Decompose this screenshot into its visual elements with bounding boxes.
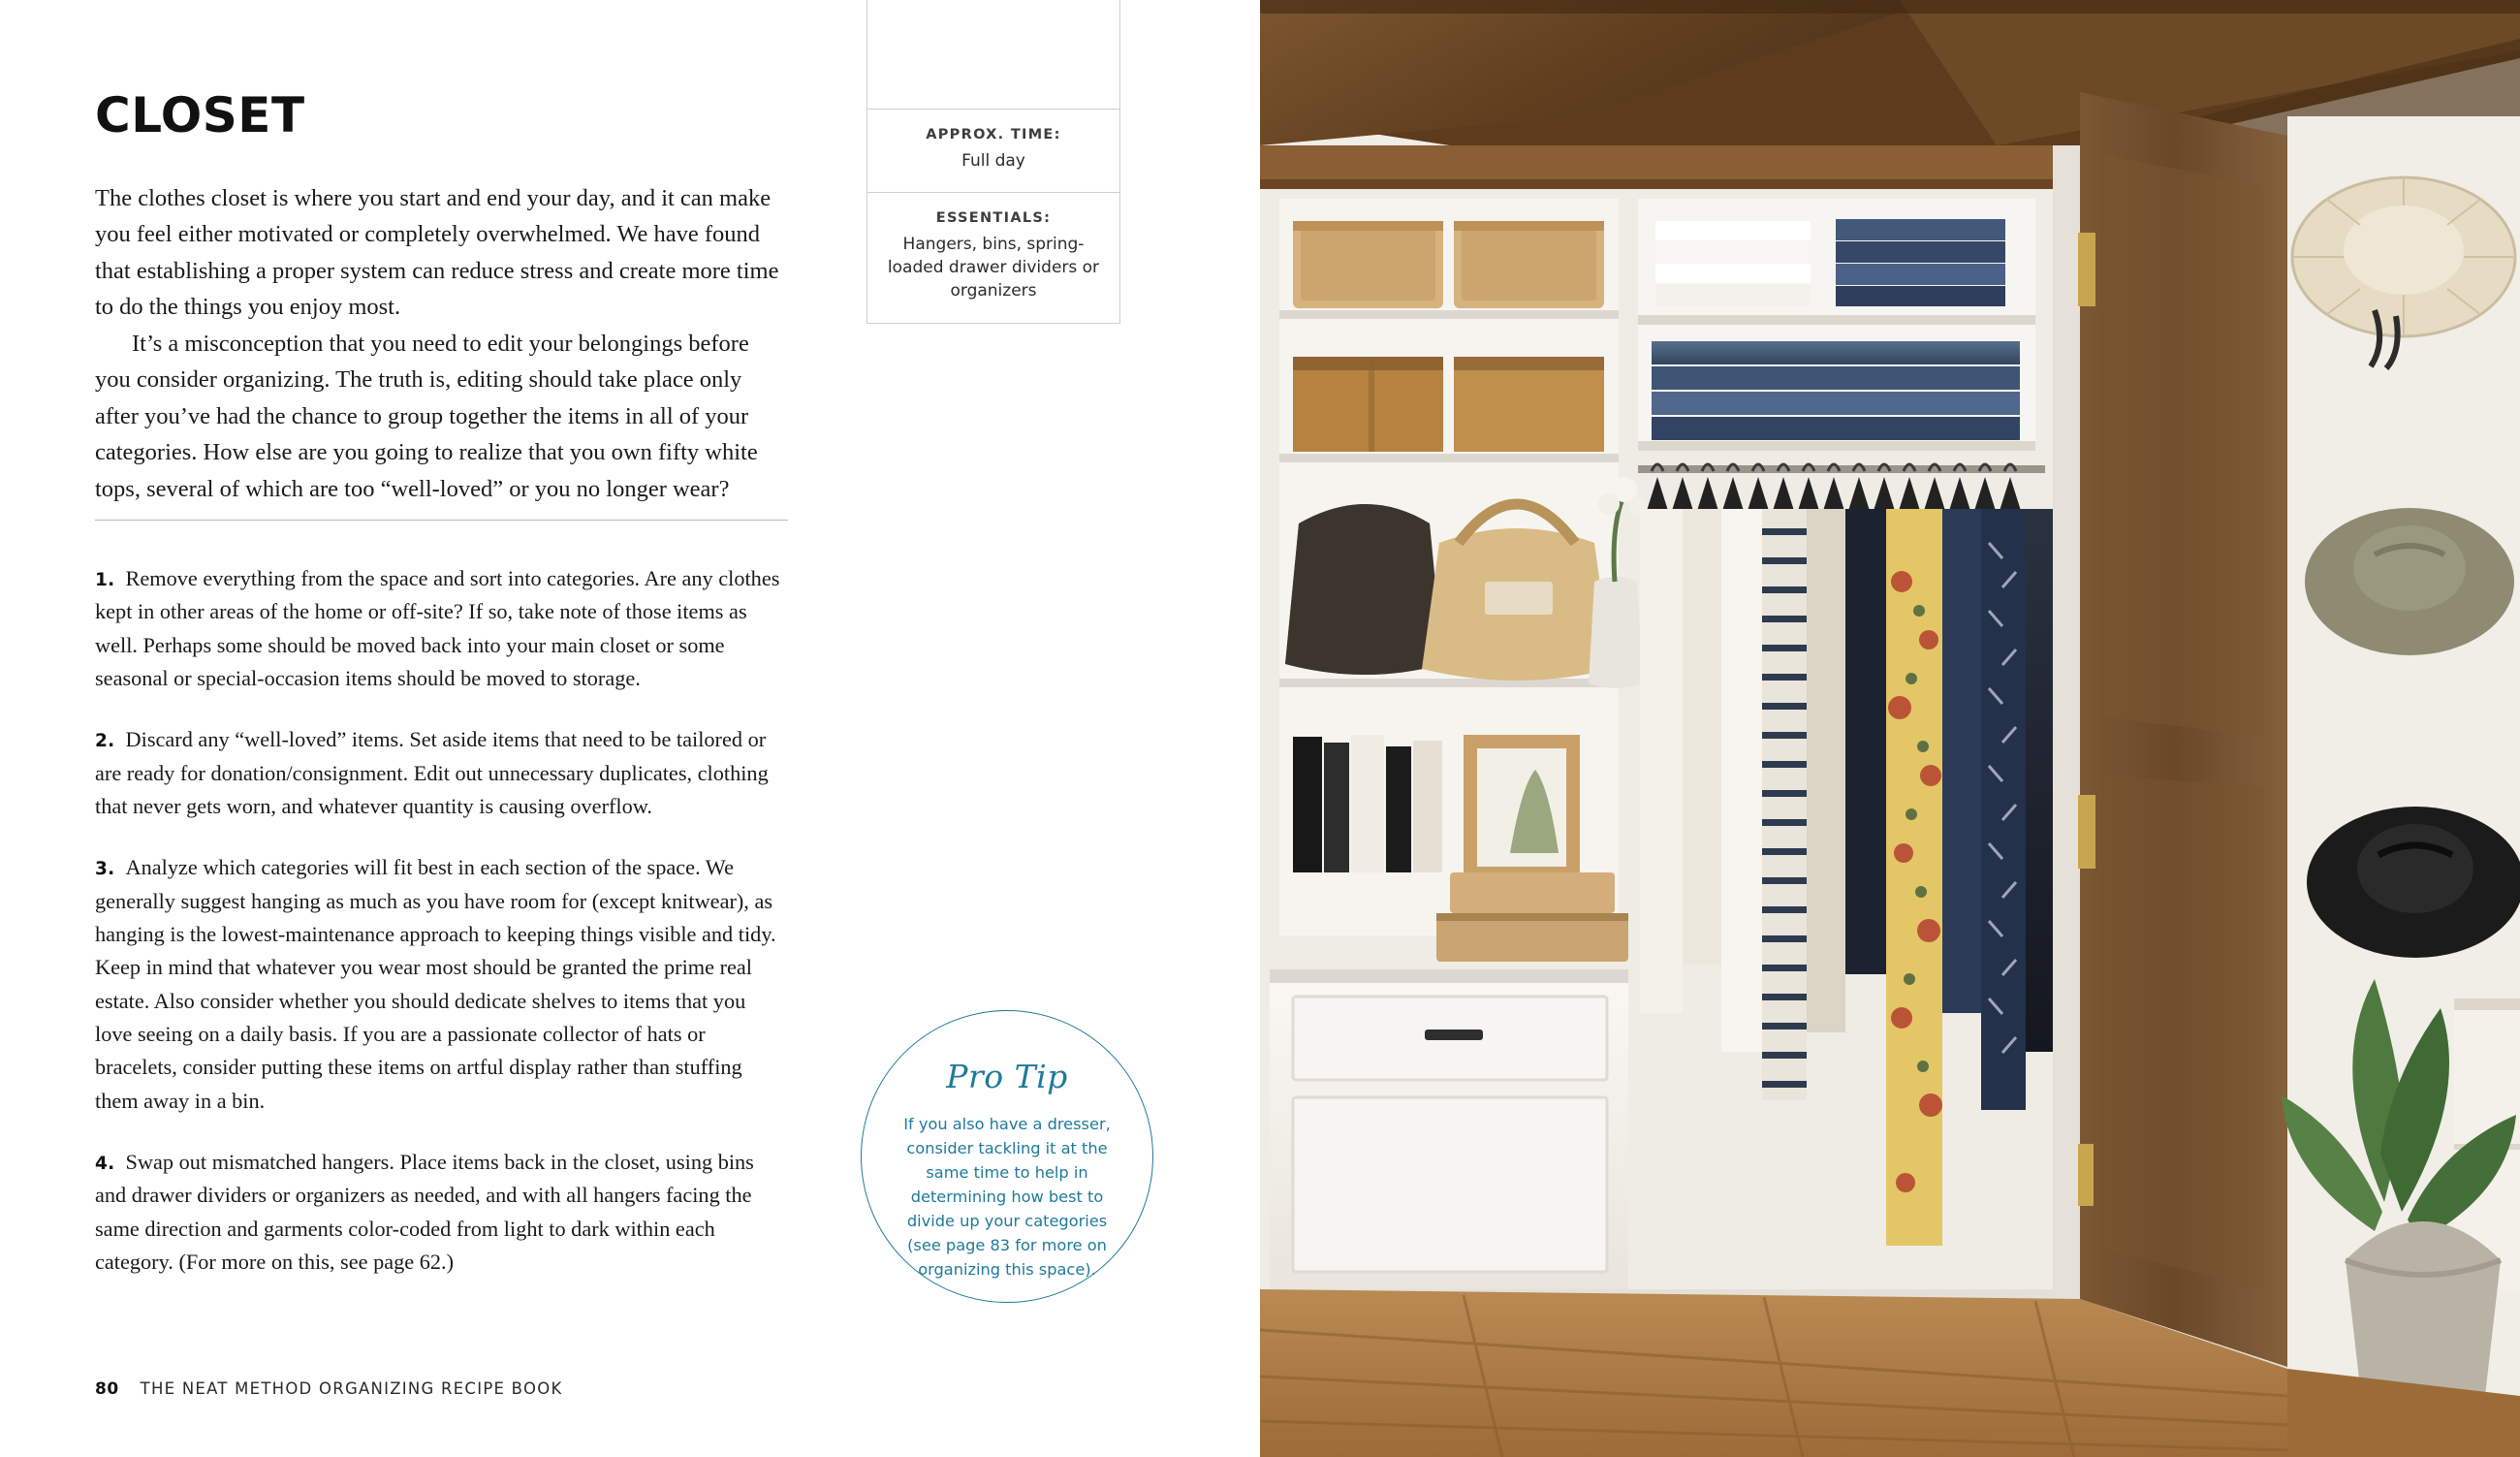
list-item: [95, 851, 788, 1118]
essentials-cell: [867, 192, 1119, 322]
list-item: [95, 1146, 788, 1279]
step-number: 4.: [95, 1153, 115, 1174]
intro-paragraphs: [95, 180, 788, 507]
footer-book-title: THE NEAT METHOD ORGANIZING RECIPE BOOK: [140, 1379, 563, 1398]
info-box-blank-cell: [867, 0, 1119, 109]
step-number: 2.: [95, 731, 115, 752]
steps-list: [95, 562, 788, 1307]
page-number: 80: [95, 1379, 119, 1399]
intro-paragraph-1: The clothes closet is where you start and end your day, and it can make you feel either motivated or completely overwhelmed. We have found that establishing a proper system can reduce stress and create more time to do the things you enjoy most.: [95, 185, 779, 321]
page-title: CLOSET: [95, 87, 305, 143]
approx-time-cell: [867, 109, 1119, 192]
list-item: [95, 723, 788, 823]
section-divider: [95, 520, 788, 521]
step-number: 3.: [95, 859, 115, 880]
closet-photograph: [1260, 0, 2520, 1457]
step-number: 1.: [95, 570, 115, 590]
left-page-text-column: [95, 87, 788, 507]
step-text: Analyze which categories will fit best in each section of the space. We generally suggest hanging as much as you have room for (except knitwear), as hanging is the lowest-maintenance approach to keeping things visible and tidy. Keep in mind that whatever you wear most should be granted the prime real estate. Also consider whether you should dedicate shelves to items that you love seeing on a daily basis. If you are a passionate collector of hats or bracelets, consider putting these items on artful display rather than stuffing them away in a bin.: [95, 855, 776, 1113]
approx-time-label: APPROX. TIME:: [926, 127, 1061, 143]
page-footer: [95, 1379, 563, 1399]
pro-tip-title: Pro Tip: [946, 1058, 1068, 1095]
step-text: Discard any “well-loved” items. Set aside items that need to be tailored or are ready for donation/consignment. Edit out unnecessary duplicates, clothing that never gets worn, and whatever quantity is causing overflow.: [95, 727, 769, 818]
essentials-value: Hangers, bins, spring-loaded drawer dividers or organizers: [887, 235, 1100, 301]
list-item: [95, 562, 788, 695]
intro-paragraph-2: It’s a misconception that you need to edit your belongings before you consider organizing. The truth is, editing should take place only after you’ve had the chance to group together the items in all of your categories. How else are you going to realize that you own fifty white tops, several of which are too “well-loved” or you no longer wear?: [95, 330, 758, 502]
recipe-info-box: [866, 0, 1120, 324]
approx-time-value: Full day: [961, 151, 1025, 171]
pro-tip-callout: [861, 1010, 1153, 1303]
essentials-label: ESSENTIALS:: [935, 210, 1052, 227]
pro-tip-body: If you also have a dresser, consider tackling it at the same time to help in determining how best to divide up your categories (see page 83 for more on organizing this space).: [903, 1115, 1111, 1279]
step-text: Swap out mismatched hangers. Place items back in the closet, using bins and drawer dividers or organizers as needed, and with all hangers facing the same direction and garments color-coded from light to dark within each category. (For more on this, see page 62.): [95, 1149, 754, 1274]
step-text: Remove everything from the space and sort into categories. Are any clothes kept in other areas of the home or off-site? If so, take note of those items as well. Perhaps some should be moved back into your main closet or some seasonal or special-occasion items should be moved to storage.: [95, 566, 780, 690]
